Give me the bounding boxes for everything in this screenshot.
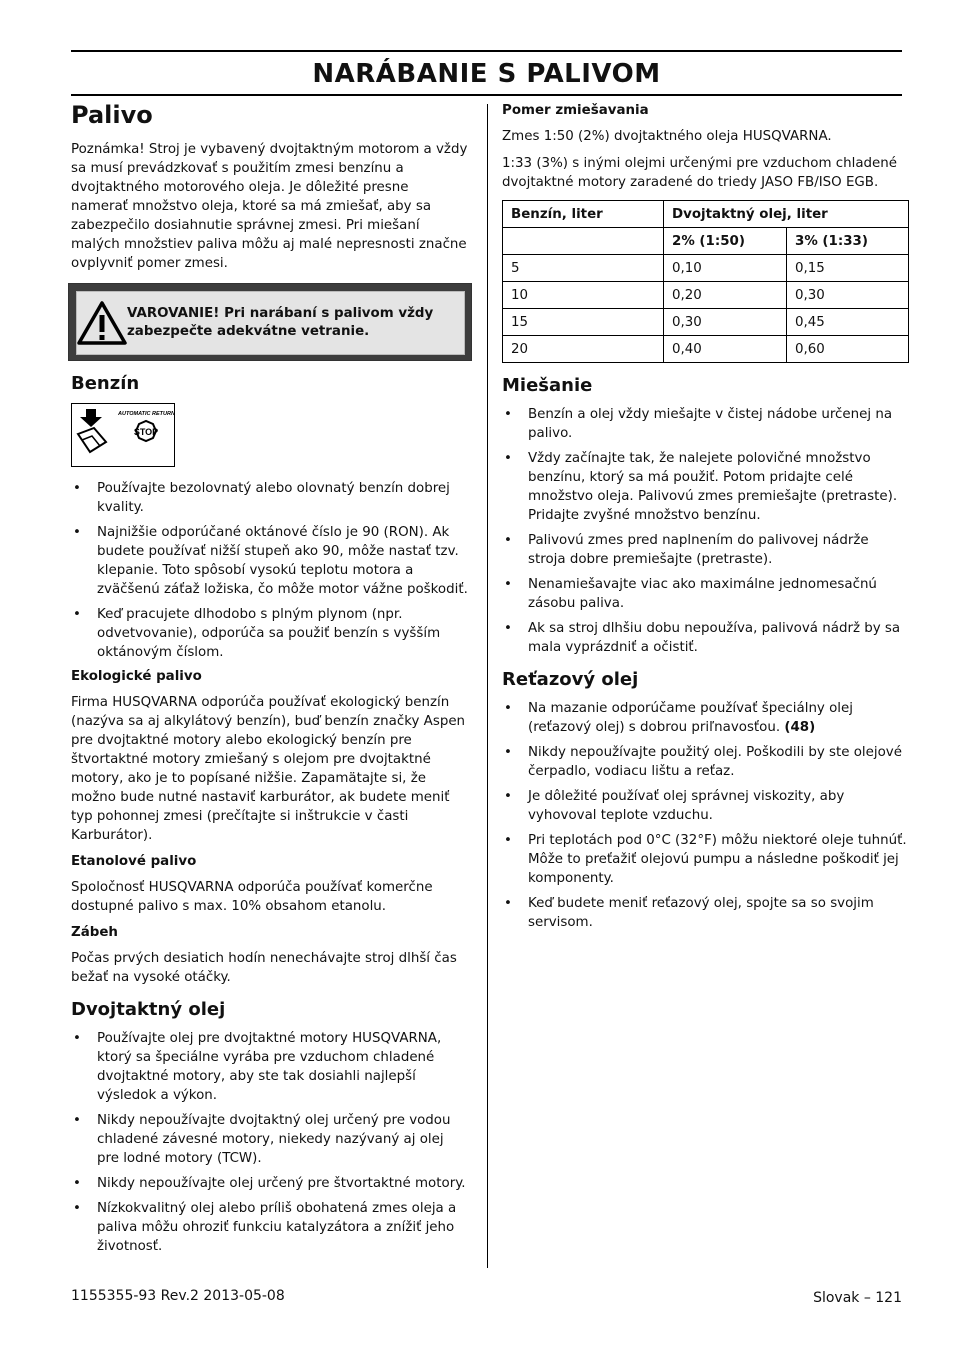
table-cell: 15	[503, 309, 664, 336]
table-row	[503, 336, 909, 363]
warning-text: VAROVANIE! Pri narábaní s palivom vždy zabezpečte adekvátne vetranie.	[127, 306, 434, 339]
table-cell	[503, 228, 664, 255]
list-item: • Nikdy nepoužívajte olej určený pre štvortaktné motory.	[71, 1174, 469, 1193]
table-cell: 0,15	[787, 255, 909, 282]
list-item: • Je dôležité používať olej správnej viskozity, aby vyhovoval teplote vzduchu.	[502, 787, 909, 825]
section-title-palivo: Palivo	[71, 101, 153, 129]
zabeh-text: Počas prvých desiatich hodín nenechávajte stroj dlhší čas bežať na vysoké otáčky.	[71, 951, 457, 985]
heading-eko: Ekologické palivo	[71, 669, 202, 684]
benzin-list	[71, 479, 469, 662]
ratio-text-1: Zmes 1:50 (2%) dvojtaktného oleja HUSQVARNA.	[502, 129, 832, 144]
list-item: • Benzín a olej vždy miešajte v čistej nádobe určenej na palivo.	[502, 405, 909, 443]
table-cell: 10	[503, 282, 664, 309]
list-item: • Keď pracujete dlhodobo s plným plynom (npr. odvetvovanie), odporúča sa použiť benzín s vyšším oktánovým číslom.	[71, 605, 469, 662]
left-column	[71, 100, 469, 1262]
eko-text: Firma HUSQVARNA odporúča používať ekologický benzín (nazýva sa aj alkylátový benzín), buď benzín značky Aspen pre dvojtaktné motory alebo ekologický benzín pre štvortaktné motory zmiešaný s olejom pre dvojtaktné motory, ako je to popísané nižšie. Zapamätajte si, že možno bude nutné nastaviť karburátor, ak budete meniť typ pohonnej zmesi (prečítajte si inštrukcie v časti Karburátor).	[71, 695, 466, 843]
page-title: NARÁBANIE S PALIVOM	[71, 50, 902, 96]
list-item: • Nikdy nepoužívajte použitý olej. Poškodili by ste olejové čerpadlo, vodiacu lištu a reťaz.	[502, 743, 909, 781]
column-divider	[487, 104, 488, 1268]
automatic-return-label: AUTOMATIC RETURN	[118, 411, 174, 417]
fuel-pump-stop-icon	[71, 403, 175, 467]
warning-box	[68, 283, 472, 361]
footer-doc-id: 1155355-93 Rev.2 2013-05-08	[71, 1288, 285, 1304]
list-item	[502, 699, 909, 737]
table-cell: 0,10	[664, 255, 787, 282]
table-cell: 20	[503, 336, 664, 363]
chain-oil-list	[502, 699, 909, 932]
oil2t-list	[71, 1029, 469, 1256]
list-item: • Ak sa stroj dlhšiu dobu nepoužíva, palivová nádrž by sa mala vyprázdniť a očistiť.	[502, 619, 909, 657]
heading-benzin: Benzín	[71, 373, 140, 394]
list-item: • Vždy začínajte tak, že nalejete polovičné množstvo benzínu, ktorý sa má použiť. Potom pridajte celé množstvo oleja. Palivovú zmes premiešajte (pretraste). Pridajte zvyšné množstvo benzínu.	[502, 449, 909, 525]
list-item: • Najnižšie odporúčané oktánové číslo je 90 (RON). Ak budete používať nižší stupeň ako 90, môže nastať tzv. klepanie. Toto spôsobí vysokú teplotu motora a zväčšenú záťaž ložiska, čo môže motor vážne poškodiť.	[71, 523, 469, 599]
table-header: Dvojtaktný olej, liter	[664, 201, 909, 228]
table-cell: 0,20	[664, 282, 787, 309]
list-item: • Nenamiešavajte viac ako maximálne jednomesačnú zásobu paliva.	[502, 575, 909, 613]
table-header: Benzín, liter	[503, 201, 664, 228]
heading-oil2t: Dvojtaktný olej	[71, 999, 226, 1020]
stop-label: STOP	[133, 427, 159, 437]
table-cell: 5	[503, 255, 664, 282]
mix-table	[502, 200, 909, 363]
list-item: • Keď budete meniť reťazový olej, spojte sa so svojim servisom.	[502, 894, 909, 932]
heading-chain-oil: Reťazový olej	[502, 669, 639, 690]
heading-zabeh: Zábeh	[71, 925, 118, 940]
list-item: • Používajte bezolovnatý alebo olovnatý benzín dobrej kvality.	[71, 479, 469, 517]
footer-page-number: Slovak – 121	[813, 1290, 902, 1306]
mix-list	[502, 405, 909, 657]
right-column	[502, 102, 909, 938]
table-cell: 0,30	[664, 309, 787, 336]
table-row	[503, 282, 909, 309]
chain-item-text: Na mazanie odporúčame používať špeciálny olej (reťazový olej) s dobrou priľnavosťou.	[528, 701, 853, 735]
table-row	[503, 255, 909, 282]
heading-etanol: Etanolové palivo	[71, 854, 197, 869]
figure-ref: (48)	[784, 720, 816, 735]
intro-text: Poznámka! Stroj je vybavený dvojtaktným motorom a vždy sa musí prevádzkovať s použitím zmesi benzínu a dvojtaktného motorového oleja. Je dôležité presne namerať množstvo oleja, ktoré sa má zmiešať, aby sa zabezpečilo dosiahnutie správnej zmesi. Pri miešaní malých množstiev paliva môžu aj malé nepresnosti značne ovplyvniť pomer zmesi.	[71, 142, 468, 271]
table-cell: 0,45	[787, 309, 909, 336]
etanol-text: Spoločnosť HUSQVARNA odporúča používať komerčne dostupné palivo s max. 10% obsahom etanolu.	[71, 880, 433, 914]
list-item: • Palivovú zmes pred naplnením do palivovej nádrže stroja dobre premiešajte (pretraste).	[502, 531, 909, 569]
list-item: • Nízkokvalitný olej alebo príliš obohatená zmes oleja a paliva môžu ohroziť funkciu katalyzátora a znížiť jeho životnosť.	[71, 1199, 469, 1256]
table-cell: 0,40	[664, 336, 787, 363]
warning-triangle-icon	[77, 300, 127, 346]
table-subheader: 2% (1:50)	[664, 228, 787, 255]
list-item: • Nikdy nepoužívajte dvojtaktný olej určený pre vodou chladené závesné motory, niekedy nazývaný aj olej pre lodné motory (TCW).	[71, 1111, 469, 1168]
ratio-text-2: 1:33 (3%) s inými olejmi určenými pre vzduchom chladené dvojtaktné motory zaradené do triedy JASO FB/ISO EGB.	[502, 156, 898, 190]
list-item: • Pri teplotách pod 0°C (32°F) môžu niektoré oleje tuhnúť. Môže to preťažiť olejovú pumpu a následne poškodiť jej komponenty.	[502, 831, 909, 888]
list-item: • Používajte olej pre dvojtaktné motory HUSQVARNA, ktorý sa špeciálne vyrába pre vzduchom chladené dvojtaktné motory, aby ste tak dosiahli najlepší výsledok a výkon.	[71, 1029, 469, 1105]
heading-mix: Miešanie	[502, 375, 593, 396]
table-cell: 0,60	[787, 336, 909, 363]
heading-ratio: Pomer zmiešavania	[502, 103, 649, 118]
table-cell: 0,30	[787, 282, 909, 309]
table-subheader: 3% (1:33)	[787, 228, 909, 255]
table-row	[503, 309, 909, 336]
